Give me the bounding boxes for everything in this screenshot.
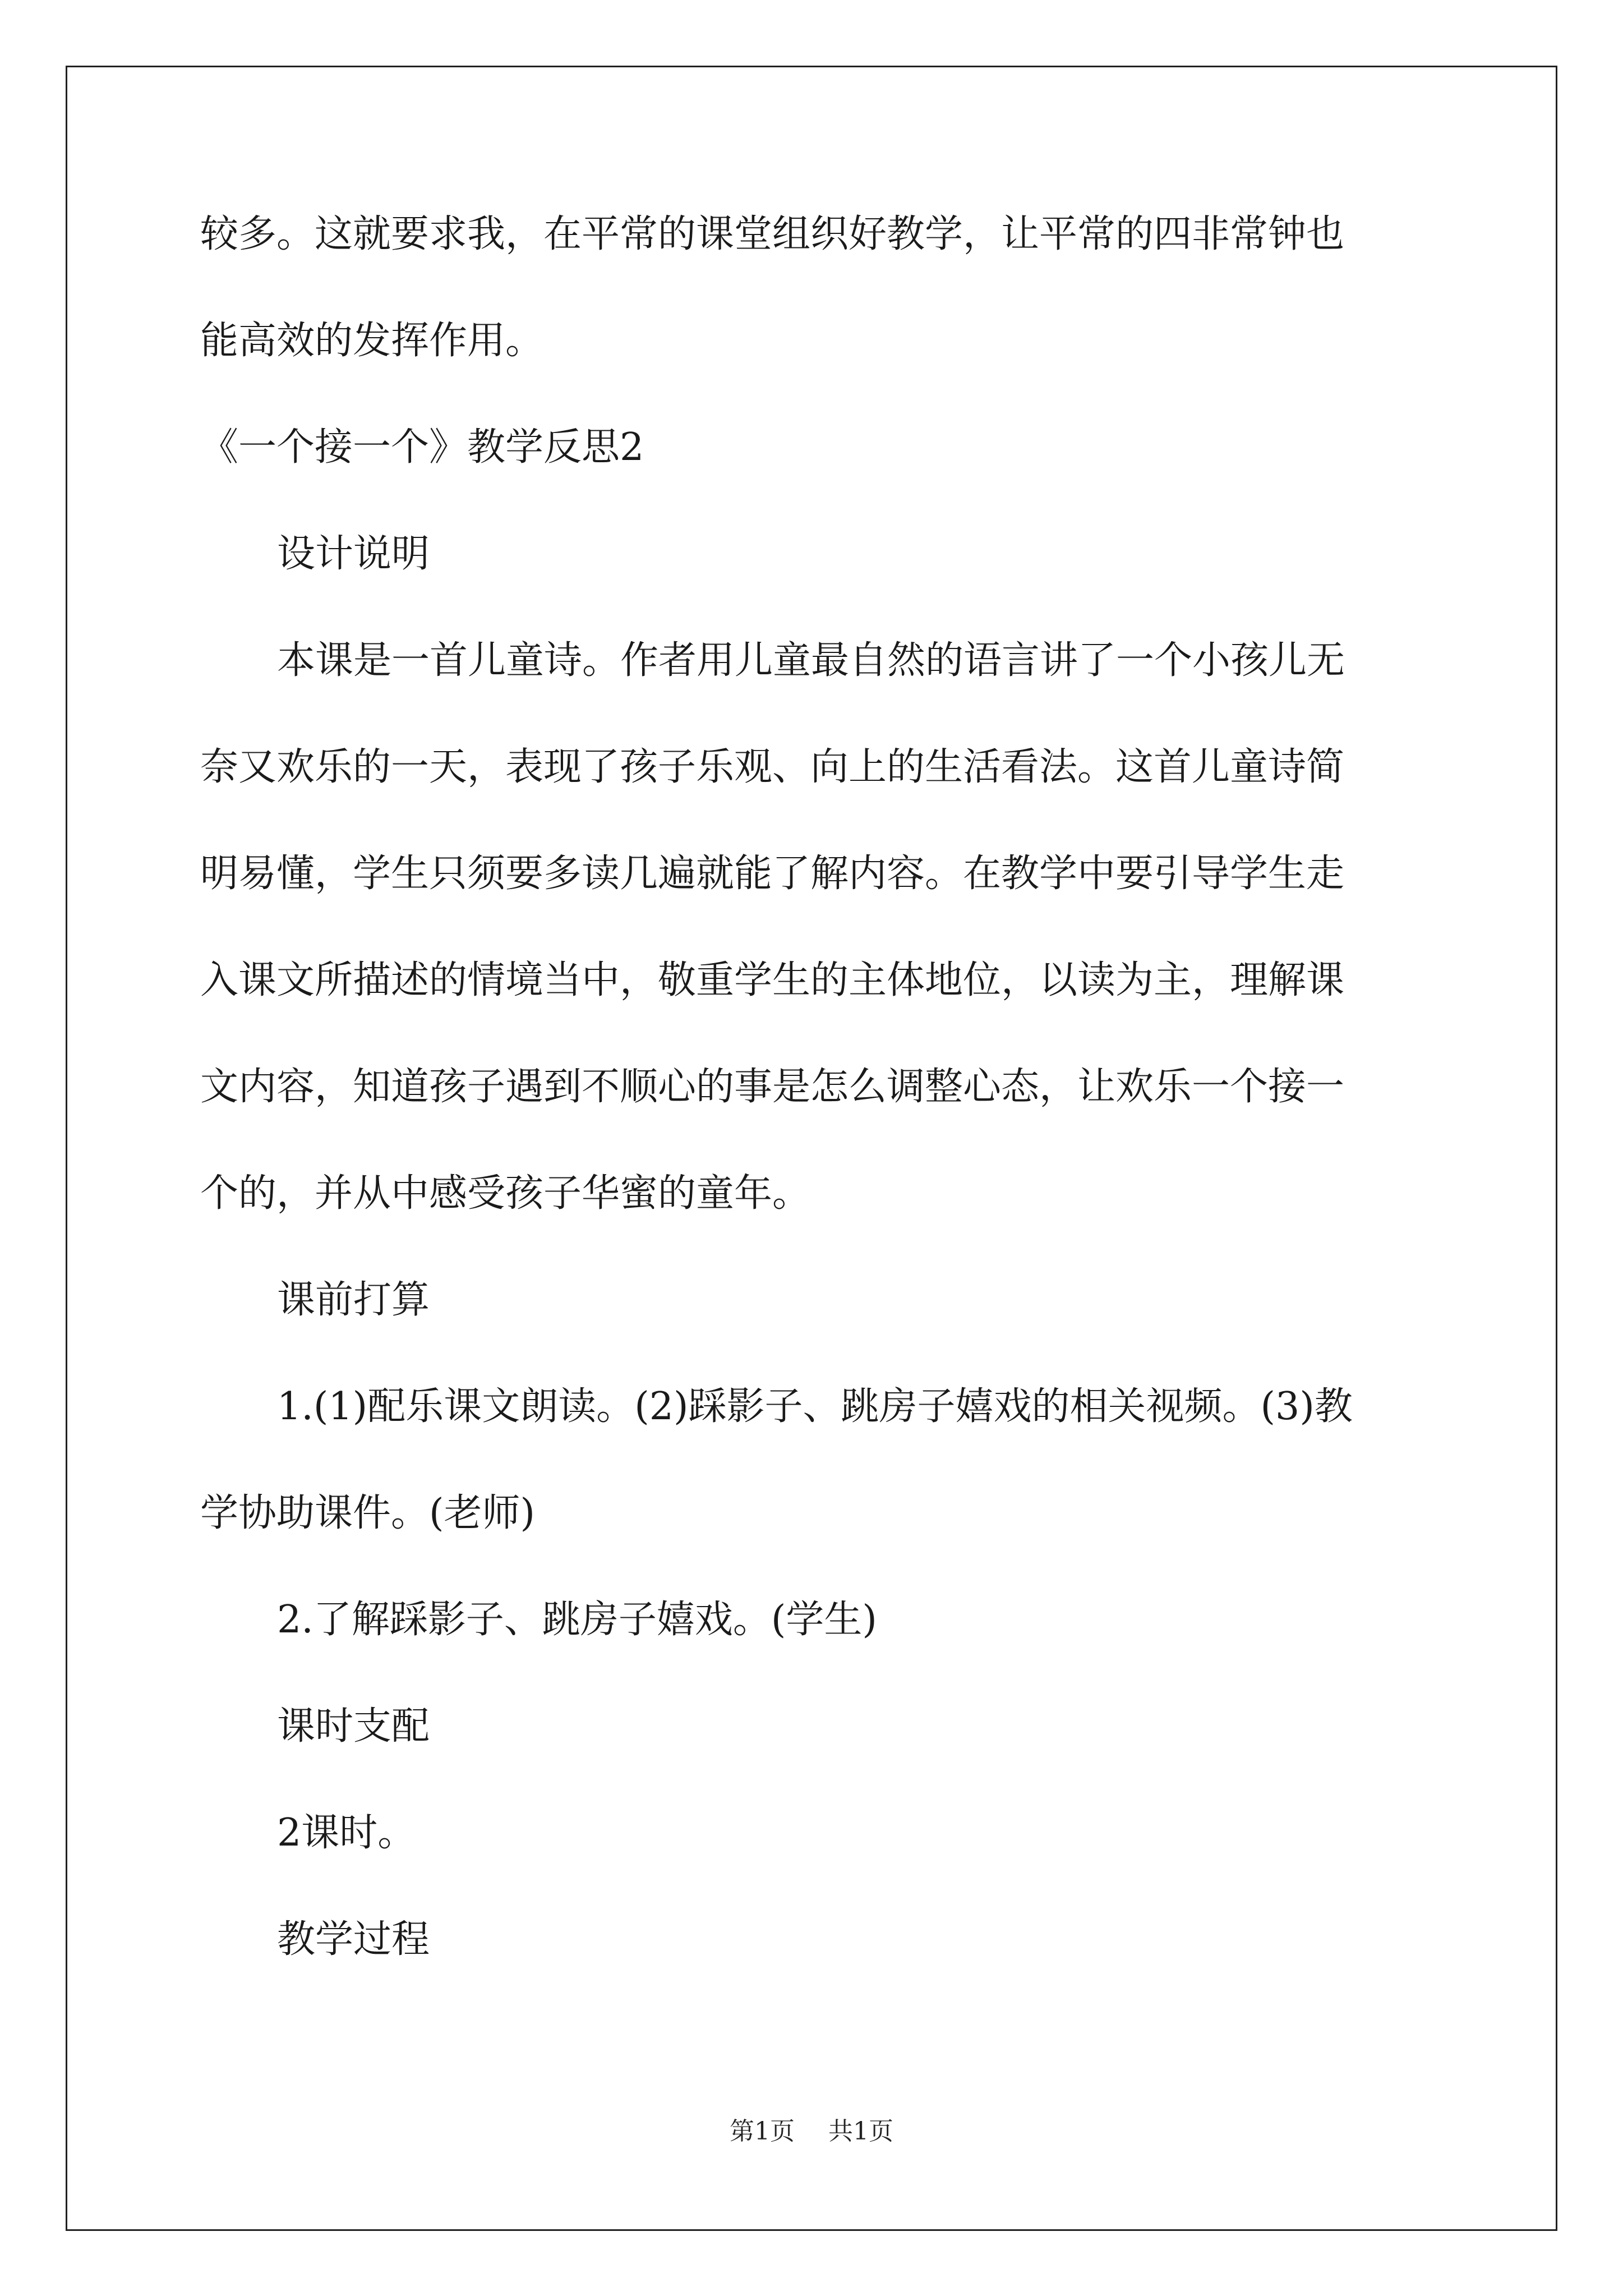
list-item: 2.了解踩影子、跳房子嬉戏。(学生)	[277, 1598, 877, 1642]
section-title: 《一个接一个》教学反思2	[200, 425, 644, 470]
subheading-preparation: 课前打算	[277, 1278, 430, 1322]
subheading-teaching-process: 教学过程	[277, 1917, 430, 1962]
subheading-design-notes: 设计说明	[277, 532, 430, 576]
subheading-schedule: 课时支配	[277, 1704, 430, 1749]
body-text-line: 入课文所描述的情境当中，敬重学生的主体地位，以读为主，理解课	[200, 958, 1345, 1002]
body-text-line: 文内容，知道孩子遇到不顺心的事是怎么调整心态，让欢乐一个接一	[200, 1065, 1345, 1109]
body-text-line: 本课是一首儿童诗。作者用儿童最自然的语言讲了一个小孩儿无	[277, 638, 1345, 683]
body-text-line: 2课时。	[277, 1811, 416, 1855]
page-footer	[0, 2115, 1623, 2148]
list-item-continued: 学协助课件。(老师)	[200, 1491, 536, 1535]
body-text-line: 奈又欢乐的一天，表现了孩子乐观、向上的生活看法。这首儿童诗简	[200, 745, 1345, 789]
document-body	[200, 208, 1434, 1967]
page-number: 第1页	[730, 2117, 795, 2146]
total-pages: 共1页	[828, 2117, 893, 2146]
body-text-line: 较多。这就要求我，在平常的课堂组织好教学，让平常的四非常钟也	[200, 212, 1345, 256]
body-text-line: 明易懂，学生只须要多读几遍就能了解内容。在教学中要引导学生走	[200, 852, 1345, 896]
body-text-line: 能高效的发挥作用。	[200, 319, 544, 363]
list-item: 1.(1)配乐课文朗读。(2)踩影子、跳房子嬉戏的相关视频。(3)教	[277, 1384, 1353, 1429]
body-text-line: 个的，并从中感受孩子华蜜的童年。	[200, 1171, 811, 1216]
